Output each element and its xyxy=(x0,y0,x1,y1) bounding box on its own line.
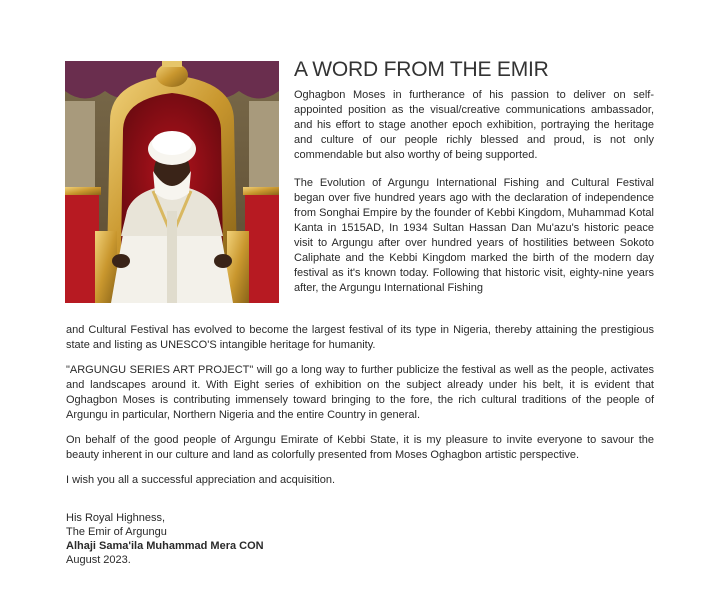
paragraph-5: I wish you all a successful appreciation and acquisition. xyxy=(66,474,336,486)
body-column xyxy=(66,323,654,498)
signature-block xyxy=(66,511,366,567)
signature-honorific: His Royal Highness, xyxy=(66,512,166,524)
paragraph-2-start: The Evolution of Argungu International Fishing and Cultural Festival began over five hundred years ago with the declaration of independence from Songhai Empire by the founder of Kebbi Kingdom, Muhammad Kotal Kanta in 1515AD, In 1934 Sultan Hassan Dan Mu'azu's historic peace visit to Argungu after over hundred years of hostilities between Sokoto Caliphate and the Kebbi Kingdom marked the birth of the modern day festival as it's known today. Following that historic visit, eighty-nine years after, the Argungu International Fishing xyxy=(294,177,654,294)
signature-date: August 2023. xyxy=(66,554,131,566)
paragraph-4: On behalf of the good people of Argungu Emirate of Kebbi State, it is my pleasure to invite everyone to savour the beauty inherent in our culture and land as colorfully presented from Moses Oghagbon artistic perspective. xyxy=(66,434,654,461)
paragraph-2-end: and Cultural Festival has evolved to become the largest festival of its type in Nigeria, thereby attaining the prestigious state and listing as UNESCO'S intangible heritage for humanity. xyxy=(66,324,654,351)
paragraph-1: Oghagbon Moses in furtherance of his passion to deliver on self-appointed position as the visual/creative communications ambassador, and his effort to stage another epoch exhibition, portraying the heritage and culture of our people richly blessed and proud, is not only commendable but also worthy of being supported. xyxy=(294,89,654,161)
signature-name: Alhaji Sama'ila Muhammad Mera CON xyxy=(66,540,264,552)
signature-role: The Emir of Argungu xyxy=(66,526,167,538)
emir-portrait-photo xyxy=(65,61,279,303)
intro-column xyxy=(294,88,654,309)
paragraph-3: "ARGUNGU SERIES ART PROJECT" will go a long way to further publicize the festival as well as the people, activates and landscapes around it. With Eight series of exhibition on the subject already under his belt, it is evident that Oghagbon Moses is contributing immensely toward bringing to the fore, the rich cultural traditions of the people of Argungu in particular, Northern Nigeria and the entire Country in general. xyxy=(66,364,654,421)
page-title: A WORD FROM THE EMIR xyxy=(294,58,549,81)
